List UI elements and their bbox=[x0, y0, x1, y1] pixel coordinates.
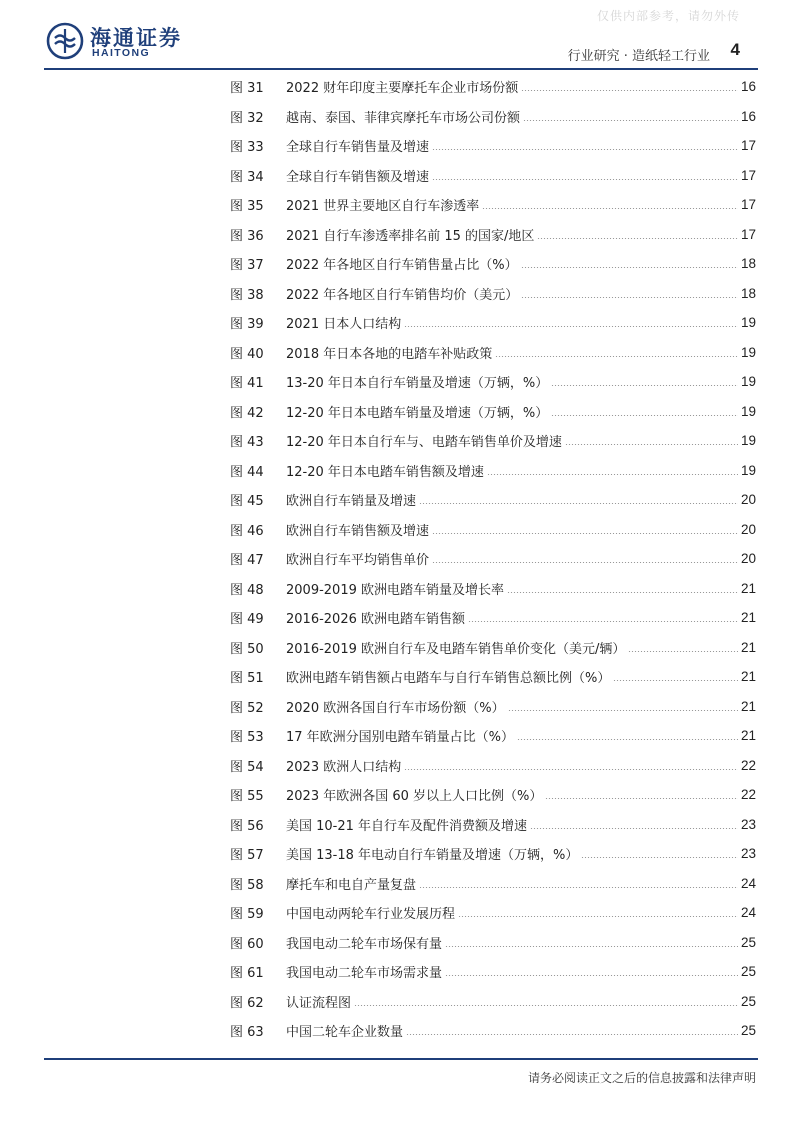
toc-leader-dots bbox=[613, 680, 738, 681]
toc-leader-dots bbox=[458, 916, 738, 917]
toc-leader-dots bbox=[545, 798, 738, 799]
toc-entry-title[interactable]: 2016-2026 欧洲电踏车销售额 bbox=[286, 612, 465, 628]
toc-entry-label: 图 58 bbox=[230, 877, 264, 893]
toc-entry[interactable] bbox=[230, 515, 756, 545]
toc-entry-page[interactable]: 17 bbox=[740, 226, 756, 242]
toc-entry-label: 图 33 bbox=[230, 140, 264, 156]
toc-entry[interactable] bbox=[230, 367, 756, 397]
toc-leader-dots bbox=[419, 503, 738, 504]
toc-entry-title[interactable]: 2021 日本人口结构 bbox=[286, 317, 402, 333]
toc-entry[interactable] bbox=[230, 190, 756, 220]
toc-leader-dots bbox=[537, 238, 738, 239]
haitong-logo bbox=[46, 22, 206, 60]
toc-entry-page[interactable]: 19 bbox=[740, 462, 756, 478]
toc-entry-label: 图 55 bbox=[230, 789, 264, 805]
toc-leader-dots bbox=[468, 621, 738, 622]
toc-entry-title[interactable]: 2021 自行车渗透率排名前 15 的国家/地区 bbox=[286, 228, 535, 244]
toc-entry-title[interactable]: 越南、泰国、菲律宾摩托车市场公司份额 bbox=[286, 110, 521, 126]
toc-entry-page[interactable]: 17 bbox=[740, 138, 756, 154]
toc-entry-label: 图 59 bbox=[230, 907, 264, 923]
toc-entry-page[interactable]: 22 bbox=[740, 757, 756, 773]
toc-entry-title[interactable]: 欧洲自行车销量及增速 bbox=[286, 494, 417, 510]
toc-entry-page[interactable]: 16 bbox=[740, 79, 756, 95]
toc-leader-dots bbox=[419, 887, 738, 888]
toc-entry-label: 图 48 bbox=[230, 582, 264, 598]
toc-entry-page[interactable]: 16 bbox=[740, 108, 756, 124]
toc-entry[interactable] bbox=[230, 338, 756, 368]
footer-disclaimer: 请务必阅读正文之后的信息披露和法律声明 bbox=[527, 1071, 756, 1085]
toc-entry[interactable] bbox=[230, 220, 756, 250]
toc-entry-title[interactable]: 17 年欧洲分国别电踏车销量占比（%） bbox=[286, 730, 515, 746]
toc-entry-title[interactable]: 2022 年各地区自行车销售量占比（%） bbox=[286, 258, 518, 274]
toc-entry-label: 图 62 bbox=[230, 995, 264, 1011]
toc-entry-page[interactable]: 20 bbox=[740, 492, 756, 508]
toc-entry-page[interactable]: 25 bbox=[740, 964, 756, 980]
toc-leader-dots bbox=[521, 90, 738, 91]
toc-entry-title[interactable]: 美国 13-18 年电动自行车销量及增速（万辆，%） bbox=[286, 848, 579, 864]
toc-entry-page[interactable]: 25 bbox=[740, 934, 756, 950]
toc-entry-label: 图 63 bbox=[230, 1025, 264, 1041]
toc-entry-page[interactable]: 21 bbox=[740, 728, 756, 744]
toc-entry-label: 图 43 bbox=[230, 435, 264, 451]
toc-leader-dots bbox=[445, 975, 738, 976]
toc-leader-dots bbox=[432, 533, 738, 534]
toc-entry-page[interactable]: 19 bbox=[740, 374, 756, 390]
toc-entry-title[interactable]: 12-20 年日本自行车与、电踏车销售单价及增速 bbox=[286, 435, 562, 451]
toc-entry-page[interactable]: 23 bbox=[740, 816, 756, 832]
toc-entry[interactable] bbox=[230, 603, 756, 633]
toc-entry-page[interactable]: 25 bbox=[740, 1023, 756, 1039]
toc-entry-page[interactable]: 21 bbox=[740, 698, 756, 714]
toc-entry-title[interactable]: 2023 欧洲人口结构 bbox=[286, 759, 402, 775]
toc-leader-dots bbox=[432, 149, 738, 150]
toc-entry-label: 图 41 bbox=[230, 376, 264, 392]
toc-leader-dots bbox=[628, 651, 738, 652]
toc-entry-page[interactable]: 24 bbox=[740, 875, 756, 891]
toc-entry-label: 图 34 bbox=[230, 169, 264, 185]
toc-entry[interactable] bbox=[230, 957, 756, 987]
toc-entry-title[interactable]: 2023 年欧洲各国 60 岁以上人口比例（%） bbox=[286, 789, 543, 805]
toc-entry[interactable] bbox=[230, 692, 756, 722]
toc-entry-label: 图 51 bbox=[230, 671, 264, 687]
toc-entry-label: 图 46 bbox=[230, 523, 264, 539]
toc-leader-dots bbox=[482, 208, 738, 209]
toc-entry-title[interactable]: 欧洲自行车销售额及增速 bbox=[286, 523, 430, 539]
toc-entry-label: 图 54 bbox=[230, 759, 264, 775]
footer-divider bbox=[44, 1058, 758, 1060]
toc-entry-title[interactable]: 2022 年各地区自行车销售均价（美元） bbox=[286, 287, 519, 303]
toc-entry-title[interactable]: 认证流程图 bbox=[286, 995, 352, 1011]
toc-entry[interactable] bbox=[230, 544, 756, 574]
toc-leader-dots bbox=[508, 710, 738, 711]
toc-entry-label: 图 32 bbox=[230, 110, 264, 126]
toc-entry-title[interactable]: 中国二轮车企业数量 bbox=[286, 1025, 404, 1041]
toc-entry-label: 图 60 bbox=[230, 936, 264, 952]
figure-toc bbox=[230, 72, 756, 1046]
toc-entry-title[interactable]: 2021 世界主要地区自行车渗透率 bbox=[286, 199, 480, 215]
toc-entry-label: 图 52 bbox=[230, 700, 264, 716]
toc-entry-label: 图 56 bbox=[230, 818, 264, 834]
toc-entry-page[interactable]: 19 bbox=[740, 433, 756, 449]
toc-entry-title[interactable]: 2009-2019 欧洲电踏车销量及增长率 bbox=[286, 582, 504, 598]
toc-entry-label: 图 42 bbox=[230, 405, 264, 421]
toc-entry[interactable] bbox=[230, 721, 756, 751]
toc-entry-title[interactable]: 摩托车和电自产量复盘 bbox=[286, 877, 417, 893]
toc-entry-page[interactable]: 21 bbox=[740, 580, 756, 596]
toc-leader-dots bbox=[406, 1034, 738, 1035]
toc-entry-label: 图 57 bbox=[230, 848, 264, 864]
toc-entry-label: 图 39 bbox=[230, 317, 264, 333]
toc-leader-dots bbox=[523, 120, 738, 121]
toc-entry-page[interactable]: 20 bbox=[740, 551, 756, 567]
toc-entry[interactable] bbox=[230, 810, 756, 840]
toc-leader-dots bbox=[565, 444, 738, 445]
toc-leader-dots bbox=[432, 179, 738, 180]
toc-entry-page[interactable]: 17 bbox=[740, 197, 756, 213]
toc-entry-title[interactable]: 2016-2019 欧洲自行车及电踏车销售单价变化（美元/辆） bbox=[286, 641, 626, 657]
toc-entry[interactable] bbox=[230, 869, 756, 899]
toc-leader-dots bbox=[551, 415, 738, 416]
toc-leader-dots bbox=[404, 326, 738, 327]
header-title: 行业研究 · 造纸轻工行业 bbox=[567, 49, 710, 64]
toc-entry-label: 图 53 bbox=[230, 730, 264, 746]
toc-leader-dots bbox=[517, 739, 738, 740]
toc-entry[interactable] bbox=[230, 1016, 756, 1046]
toc-entry-label: 图 38 bbox=[230, 287, 264, 303]
toc-entry-page[interactable]: 19 bbox=[740, 403, 756, 419]
toc-entry[interactable] bbox=[230, 308, 756, 338]
toc-entry[interactable] bbox=[230, 574, 756, 604]
toc-entry[interactable] bbox=[230, 72, 756, 102]
toc-entry[interactable] bbox=[230, 131, 756, 161]
toc-leader-dots bbox=[495, 356, 738, 357]
toc-entry[interactable] bbox=[230, 780, 756, 810]
toc-entry[interactable] bbox=[230, 279, 756, 309]
toc-leader-dots bbox=[530, 828, 738, 829]
toc-entry-page[interactable]: 17 bbox=[740, 167, 756, 183]
toc-entry[interactable] bbox=[230, 928, 756, 958]
toc-entry[interactable] bbox=[230, 249, 756, 279]
header-page-number: 4 bbox=[730, 40, 740, 59]
watermark-text: 仅供内部参考，请勿外传 bbox=[596, 9, 740, 23]
toc-entry-page[interactable]: 22 bbox=[740, 787, 756, 803]
toc-entry-title[interactable]: 欧洲自行车平均销售单价 bbox=[286, 553, 430, 569]
toc-entry-title[interactable]: 2022 财年印度主要摩托车企业市场份额 bbox=[286, 81, 519, 97]
toc-entry-page[interactable]: 21 bbox=[740, 610, 756, 626]
toc-leader-dots bbox=[404, 769, 738, 770]
toc-entry-title[interactable]: 2020 欧洲各国自行车市场份额（%） bbox=[286, 700, 505, 716]
brand-name-en: HAITONG bbox=[92, 47, 151, 59]
toc-entry-title[interactable]: 我国电动二轮车市场保有量 bbox=[286, 936, 443, 952]
toc-leader-dots bbox=[487, 474, 738, 475]
toc-entry-page[interactable]: 18 bbox=[740, 256, 756, 272]
toc-entry[interactable] bbox=[230, 102, 756, 132]
header-divider bbox=[44, 68, 758, 70]
toc-entry-title[interactable]: 2018 年日本各地的电踏车补贴政策 bbox=[286, 346, 493, 362]
toc-entry-label: 图 37 bbox=[230, 258, 264, 274]
toc-leader-dots bbox=[354, 1005, 738, 1006]
toc-entry-page[interactable]: 23 bbox=[740, 846, 756, 862]
toc-entry[interactable] bbox=[230, 397, 756, 427]
toc-entry-label: 图 45 bbox=[230, 494, 264, 510]
toc-entry[interactable] bbox=[230, 987, 756, 1017]
haitong-emblem-icon bbox=[46, 22, 84, 60]
toc-entry-title[interactable]: 美国 10-21 年自行车及配件消费额及增速 bbox=[286, 818, 528, 834]
toc-entry[interactable] bbox=[230, 426, 756, 456]
toc-entry-label: 图 50 bbox=[230, 641, 264, 657]
toc-entry[interactable] bbox=[230, 161, 756, 191]
toc-leader-dots bbox=[581, 857, 738, 858]
toc-leader-dots bbox=[521, 267, 738, 268]
toc-entry-title[interactable]: 欧洲电踏车销售额占电踏车与自行车销售总额比例（%） bbox=[286, 671, 611, 687]
toc-leader-dots bbox=[507, 592, 738, 593]
toc-entry-page[interactable]: 25 bbox=[740, 993, 756, 1009]
toc-entry-label: 图 47 bbox=[230, 553, 264, 569]
toc-entry-page[interactable]: 21 bbox=[740, 639, 756, 655]
toc-entry-label: 图 61 bbox=[230, 966, 264, 982]
toc-entry-title[interactable]: 我国电动二轮车市场需求量 bbox=[286, 966, 443, 982]
toc-entry-page[interactable]: 19 bbox=[740, 344, 756, 360]
toc-entry-label: 图 44 bbox=[230, 464, 264, 480]
toc-entry[interactable] bbox=[230, 839, 756, 869]
toc-entry-title[interactable]: 全球自行车销售额及增速 bbox=[286, 169, 430, 185]
toc-entry-label: 图 31 bbox=[230, 81, 264, 97]
toc-entry-page[interactable]: 21 bbox=[740, 669, 756, 685]
toc-entry-label: 图 36 bbox=[230, 228, 264, 244]
toc-entry[interactable] bbox=[230, 898, 756, 928]
toc-leader-dots bbox=[445, 946, 738, 947]
toc-entry[interactable] bbox=[230, 456, 756, 486]
toc-entry[interactable] bbox=[230, 751, 756, 781]
toc-entry[interactable] bbox=[230, 633, 756, 663]
brand-name-cn: 海通证券 bbox=[90, 25, 182, 50]
toc-leader-dots bbox=[432, 562, 738, 563]
toc-entry-label: 图 49 bbox=[230, 612, 264, 628]
toc-entry-title[interactable]: 全球自行车销售量及增速 bbox=[286, 140, 430, 156]
toc-leader-dots bbox=[521, 297, 738, 298]
toc-entry[interactable] bbox=[230, 662, 756, 692]
toc-entry-title[interactable]: 中国电动两轮车行业发展历程 bbox=[286, 907, 456, 923]
toc-entry-label: 图 35 bbox=[230, 199, 264, 215]
toc-entry-page[interactable]: 24 bbox=[740, 905, 756, 921]
toc-entry[interactable] bbox=[230, 485, 756, 515]
toc-entry-page[interactable]: 20 bbox=[740, 521, 756, 537]
toc-leader-dots bbox=[551, 385, 738, 386]
toc-entry-page[interactable]: 18 bbox=[740, 285, 756, 301]
toc-entry-label: 图 40 bbox=[230, 346, 264, 362]
toc-entry-title[interactable]: 12-20 年日本电踏车销售额及增速 bbox=[286, 464, 484, 480]
toc-entry-page[interactable]: 19 bbox=[740, 315, 756, 331]
toc-entry-title[interactable]: 13-20 年日本自行车销量及增速（万辆，%） bbox=[286, 376, 549, 392]
toc-entry-title[interactable]: 12-20 年日本电踏车销量及增速（万辆，%） bbox=[286, 405, 549, 421]
